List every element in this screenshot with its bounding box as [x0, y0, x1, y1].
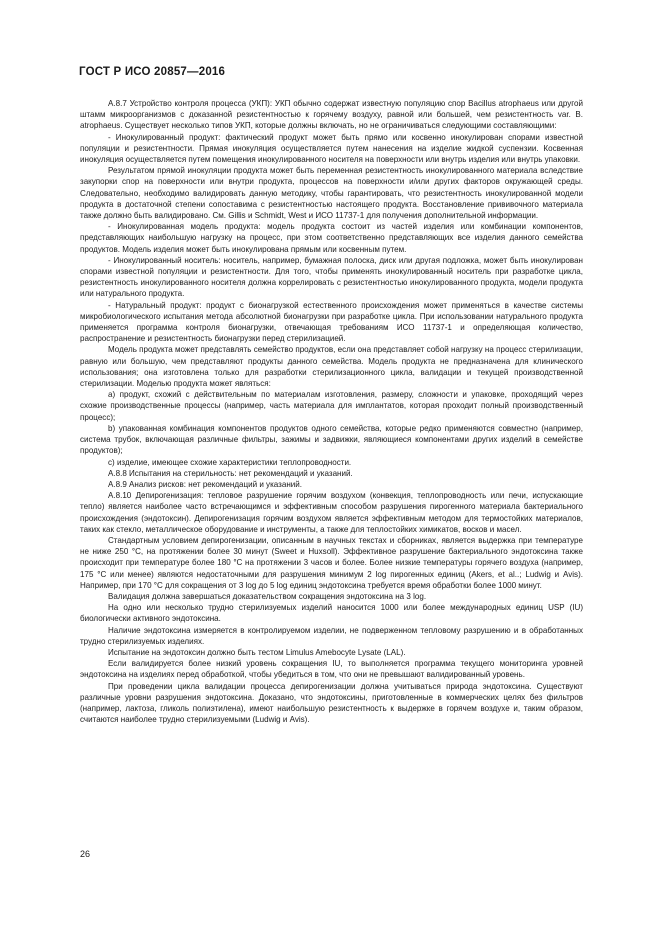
paragraph: Валидация должна завершаться доказательством сокращения эндотоксина на 3 log.: [108, 591, 427, 601]
paragraph: Испытание на эндотоксин должно быть тестом Limulus Amebocyte Lysate (LAL).: [108, 647, 406, 657]
paragraph: b) упакованная комбинация компонентов продуктов одного семейства, которые редко применяются совместно (например, система трубок, включающая различные фильтры, зажимы и задвижки, являющиеся компонентами других изделий в семействе продуктов);: [80, 423, 583, 456]
paragraph: А.8.8 Испытания на стерильность: нет рекомендаций и указаний.: [108, 468, 353, 478]
paragraph: Стандартным условием депирогенизации, описанным в научных текстах и сборниках, является выдержка при температуре не ниже 250 °С, на протяжении более 30 минут (Sweet и Huxsoll). Эффективное разрушение бактериального эндотоксина также происходит при температуре более 180 °С на протяжении 3 часов и более. Более низкие температуры горячего воздуха (например, 175 °С или менее) являются недостаточными для разрушения минимум 2 log пирогенных единиц (Akers, et al..; Ludwig и Avis). Например, при 170 °С для сокращения от 3 log до 5 log единиц эндотоксина требуется время обработки более 1000 минут.: [80, 535, 583, 590]
paragraph: А.8.10 Депирогенизация: тепловое разрушение горячим воздухом (конвекция, теплопроводность или печи, испускающие тепло) является наиболее часто встречающимся и эффективным способом разрушения пирогенного материала бактериального происхождения (эндотоксин). Депирогенизация горячим воздухом является эффективным методом для термостойких материалов, таких как стекло, металлическое оборудование и инструменты, а также для теплостойких химикатов, восков и масел.: [80, 491, 583, 534]
paragraph: А.8.9 Анализ рисков: нет рекомендаций и указаний.: [108, 479, 302, 489]
paragraph: Наличие эндотоксина измеряется в контролируемом изделии, не подверженном тепловому разрушению и в обработанных трудно стерилизуемых изделиях.: [80, 625, 583, 646]
document-header: ГОСТ Р ИСО 20857—2016: [79, 66, 226, 78]
paragraph: - Инокулированная модель продукта: модель продукта состоит из частей изделия или комбинации компонентов, представляющих наибольшую нагрузку на процесс, при этом соответственно представляющих все изделия данного семейства продуктов. Модель изделия может быть инокулирована прямым или косвенным путем.: [80, 222, 583, 254]
paragraph: - Инокулированный продукт: фактический продукт может быть прямо или косвенно инокулирован спорами известной популяции и резистентности. Прямая инокуляция осуществляется путем нанесения на изделие жидкой суспензии. Косвенная инокуляция осуществляется путем помещения инокулированного носителя на поверхности или внутрь изделия или внутрь упаковки.: [80, 132, 583, 165]
paragraph: Модель продукта может представлять семейство продуктов, если она представляет собой нагрузку на процесс стерилизации, равную или большую, чем представляют продукты данного семейства. Модель продукта не предназначена для клинического использования; она изготовлена только для разработки стерилизационного цикла, валидации и текущей производственной стерилизации. Моделью продукта может являться:: [80, 345, 583, 389]
paragraph: Результатом прямой инокуляции продукта может быть переменная резистентность инокулированного материала вследствие закупорки спор на поверхности или внутри продукта, процессов на поверхности и/или других факторов окружающей среды. Следовательно, необходимо валидировать данную методику, чтобы гарантировать, что резистентность инокулированной модели продукта в достаточной степени сопоставима с резистентностью настоящего продукта. Восстановление прививочного материала также должно быть валидировано. См. Gillis и Schmidt, West и ИСО 11737-1 для получения дополнительной информации.: [80, 166, 583, 221]
page-number: 26: [80, 849, 91, 859]
paragraph: а) продукт, схожий с действительным по материалам изготовления, размеру, сложности и упаковке, проходящий через схожие производственные процессы (например, часть материала для имплантатов, которая проходит полный производственный процесс);: [80, 390, 583, 422]
paragraph: А.8.7 Устройство контроля процесса (УКП): УКП обычно содержат известную популяцию спор Bacillus atrophaeus или другой штамм микроорганизмов с доказанной резистентностью к горячему воздуху, равной или большей, чем резистентность var. B. atrophaeus. Существует несколько типов УКП, которые должны включать, но не ограничиваться следующими составляющими:: [80, 99, 583, 131]
paragraph: - Инокулированный носитель: носитель, например, бумажная полоска, диск или другая подложка, может быть инокулирован спорами известной популяции и резистентности. Для того, чтобы применять инокулированный носитель при разработке цикла, резистентность инокулированного носителя должна коррелировать с резистентностью инокулированного продукта, модели продукта или натурального продукта.: [80, 255, 583, 299]
paragraph: Если валидируется более низкий уровень сокращения IU, то выполняется программа текущего мониторинга уровней эндотоксина на изделиях перед обработкой, чтобы убедиться в том, что они не превышают валидированный уровень.: [80, 659, 583, 680]
document-body: [80, 98, 583, 725]
paragraph: с) изделие, имеющее схожие характеристики теплопроводности.: [108, 457, 352, 467]
paragraph: - Натуральный продукт: продукт с бионагрузкой естественного происхождения может применяться в качестве системы микробиологического испытания метода абсолютной бионагрузки при разработке цикла. При использовании натурального продукта применяется программа контроля бионагрузки, отвечающая требованиям ИСО 11737-1 и определяющая количество, распространение и резистентность бионагрузки перед стерилизацией.: [80, 300, 583, 344]
paragraph: На одно или несколько трудно стерилизуемых изделий наносится 1000 или более международных единиц USP (IU) биологически активного эндотоксина.: [80, 603, 583, 624]
paragraph: При проведении цикла валидации процесса депирогенизации должна учитываться природа эндотоксина. Существуют различные уровни разрушения эндотоксина. Доказано, что эндотоксины, приготовленные в коммерческих целях без фильтров (например, лактоза, гликоль полиэтилена), имеют наибольшую резистентность к выдержке в горячем воздухе и, таким образом, считаются наиболее трудно стерилизуемыми (Ludwig и Avis).: [80, 681, 583, 725]
